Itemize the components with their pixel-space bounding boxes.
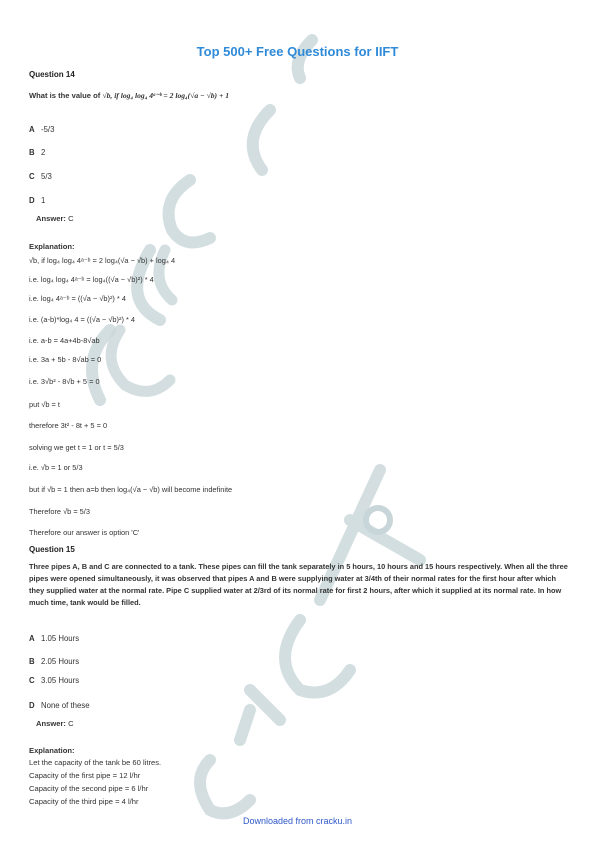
q14-explanation-label: Explanation:	[29, 242, 75, 251]
q14-option-d-key: D	[29, 196, 35, 205]
q14-option-c-key: C	[29, 172, 35, 181]
q14-answer-label: Answer:	[36, 214, 66, 223]
q14-option-c[interactable]	[29, 172, 52, 181]
question-15-label: Question 15	[29, 545, 75, 554]
q14-option-a[interactable]	[29, 125, 54, 134]
q14-step-12: but if √b = 1 then a=b then log₄(√a − √b) will become indefinite	[29, 485, 233, 494]
q14-option-c-text: 5/3	[41, 172, 52, 181]
question-14-prompt	[29, 91, 229, 100]
q14-step-8: put √b = t	[29, 400, 60, 409]
q14-step-13: Therefore √b = 5/3	[29, 507, 90, 516]
q14-option-a-text: -5/3	[41, 125, 55, 134]
q15-option-d-key: D	[29, 701, 35, 710]
q15-option-a-key: A	[29, 634, 35, 643]
q14-step-5: i.e. a-b = 4a+4b-8√ab	[29, 336, 100, 345]
q15-option-a[interactable]	[29, 634, 79, 643]
q14-step-11: i.e. √b = 1 or 5/3	[29, 463, 83, 472]
q14-step-3: i.e. log₄ 4ᵃ⁻ᵇ = ((√a − √b)²) * 4	[29, 294, 126, 303]
q14-step-6: i.e. 3a + 5b - 8√ab = 0	[29, 355, 102, 364]
page-title: Top 500+ Free Questions for IIFT	[196, 44, 399, 59]
q15-explanation-line-2: Capacity of the first pipe = 12 l/hr	[29, 771, 141, 780]
q14-step-14: Therefore our answer is option 'C'	[29, 528, 140, 537]
q14-step-10: solving we get t = 1 or t = 5/3	[29, 443, 124, 452]
footer-link[interactable]: Downloaded from cracku.in	[242, 816, 353, 826]
q14-step-2: i.e. log₄ log₄ 4ᵃ⁻ᵇ = log₄((√a − √b)²) * 4	[29, 275, 154, 284]
q15-option-b-text: 2.05 Hours	[41, 657, 80, 666]
q15-explanation-line-4: Capacity of the third pipe = 4 l/hr	[29, 797, 139, 806]
q14-answer-value: C	[68, 214, 74, 223]
q15-explanation-line-3: Capacity of the second pipe = 6 l/hr	[29, 784, 149, 793]
question-14-label: Question 14	[29, 70, 75, 79]
q15-answer	[36, 719, 74, 728]
q14-option-d[interactable]	[29, 196, 45, 205]
question-15-text: Three pipes A, B and C are connected to a tank. These pipes can fill the tank separately in 5 hours, 10 hours and 15 hours respectively. When all the three pipes were opened simultaneously, it was observed that pipes A and B were supplying water at 3/4th of their normal rates for the first hour after which they supplied water at the normal rate. Pipe C supplied water at 2/3rd of its normal rate for first 2 hours, after which it supplied at its normal rate. In how much time, tank would be filled.	[29, 562, 568, 607]
q14-step-4: i.e. (a-b)*log₄ 4 = ((√a − √b)²) * 4	[29, 315, 136, 324]
q15-option-d[interactable]	[29, 701, 90, 710]
q15-explanation-label: Explanation:	[29, 746, 75, 755]
q14-step-7: i.e. 3√b² - 8√b + 5 = 0	[29, 377, 100, 386]
q14-option-b-key: B	[29, 148, 35, 157]
q15-explanation-line-1: Let the capacity of the tank be 60 litres.	[29, 758, 162, 767]
q14-option-d-text: 1	[41, 196, 46, 205]
q15-answer-value: C	[68, 719, 74, 728]
question-14-prompt-prefix: What is the value of	[29, 91, 101, 100]
q15-option-c[interactable]	[29, 676, 79, 685]
question-14-prompt-expression: √b, if log₄ log₄ 4ᵃ⁻ᵇ = 2 log₄(√a − √b) + 1	[102, 91, 229, 100]
q14-step-9: therefore 3t² - 8t + 5 = 0	[29, 421, 108, 430]
q14-option-b-text: 2	[41, 148, 46, 157]
q15-option-b[interactable]	[29, 657, 79, 666]
q15-option-b-key: B	[29, 657, 35, 666]
q15-option-a-text: 1.05 Hours	[41, 634, 80, 643]
q15-option-d-text: None of these	[41, 701, 90, 710]
q14-option-a-key: A	[29, 125, 35, 134]
q15-answer-label: Answer:	[36, 719, 66, 728]
q14-step-1: √b, if log₄ log₄ 4ᵃ⁻ᵇ = 2 log₄(√a − √b) + log₄ 4	[29, 256, 176, 265]
q15-option-c-key: C	[29, 676, 35, 685]
q14-option-b[interactable]	[29, 148, 45, 157]
q15-option-c-text: 3.05 Hours	[41, 676, 80, 685]
q14-answer	[36, 214, 74, 223]
